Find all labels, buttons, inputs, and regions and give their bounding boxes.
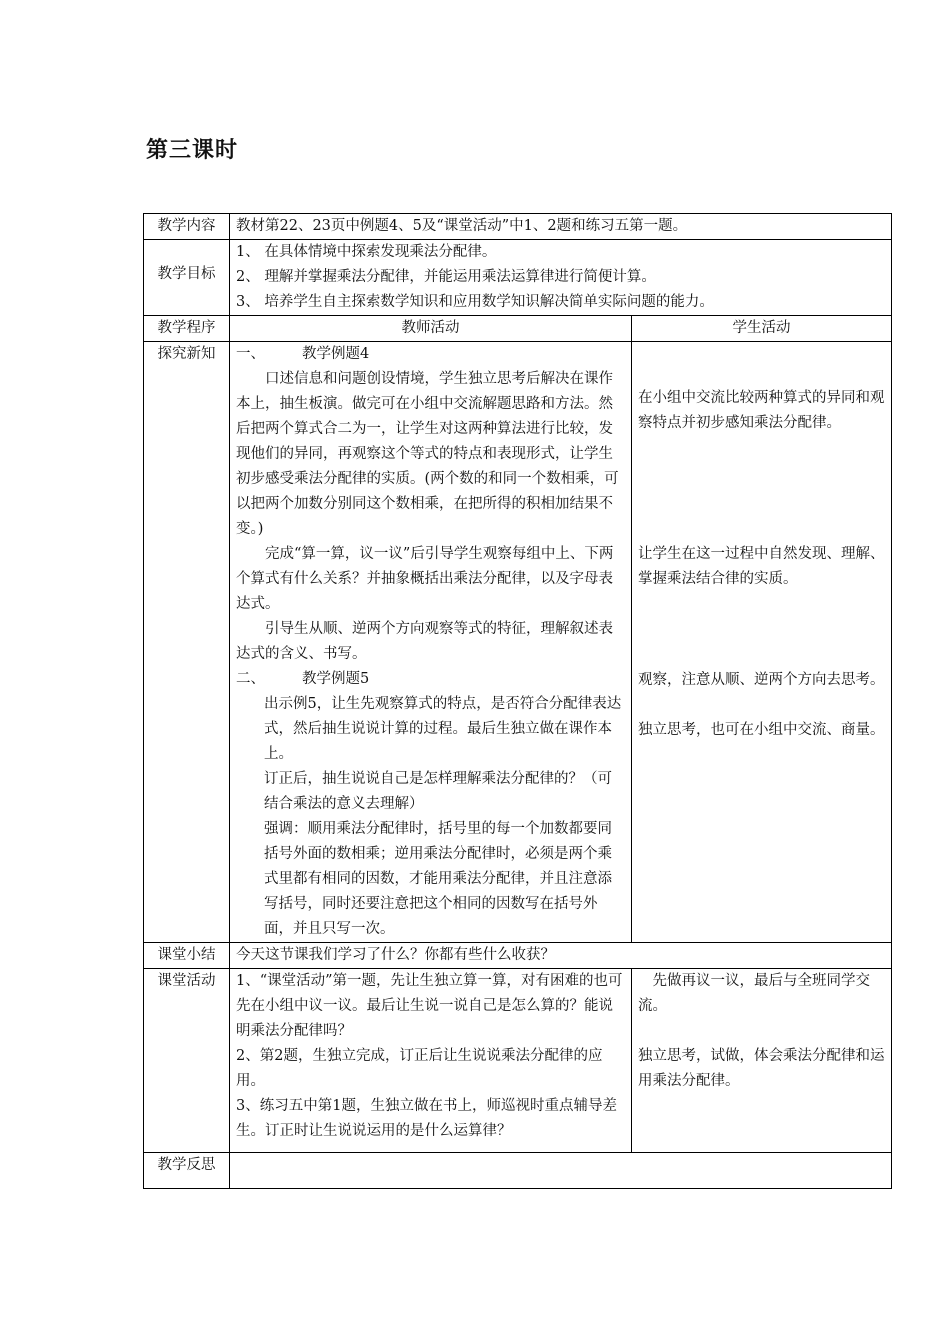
teacher-paragraph: 强调：顺用乘法分配律时，括号里的每一个加数都要同括号外面的数相乘；逆用乘法分配律时，必须是两个乘式里都有相同的因数，才能用乘法分配律，并且注意添写括号，同时还要注意把这个相同的因数写在括号外面，并且只写一次。: [264, 821, 612, 937]
row-explore: [144, 342, 892, 943]
label-summary: 课堂小结: [144, 943, 230, 969]
label-explore: 探究新知: [144, 342, 230, 943]
row-reflection: [144, 1153, 892, 1189]
header-teacher: 教师活动: [230, 316, 632, 342]
row-header: [144, 316, 892, 342]
label-reflection: 教学反思: [144, 1153, 230, 1189]
explore-teacher: [230, 342, 632, 943]
student-note: 在小组中交流比较两种算式的异同和观察特点并初步感知乘法分配律。: [638, 390, 885, 431]
content-text: 教材第22、23页中例题4、5及“课堂活动”中1、2题和练习五第一题。: [230, 214, 892, 240]
explore-student: [632, 342, 892, 943]
row-content: [144, 214, 892, 240]
label-activity: 课堂活动: [144, 969, 230, 1153]
teacher-paragraph: 完成“算一算，议一议”后引导学生观察每组中上、下两个算式有什么关系？并抽象概括出乘法分配律，以及字母表达式。: [236, 546, 614, 612]
teacher-paragraph: 引导生从顺、逆两个方向观察等式的特征，理解叙述表达式的含义、书写。: [236, 621, 613, 662]
section-number: 二、: [236, 671, 265, 687]
activity-student: [632, 969, 892, 1153]
teacher-paragraph: 订正后，抽生说说自己是怎样理解乘法分配律的？（可结合乘法的意义去理解）: [264, 771, 612, 812]
activity-teacher: [230, 969, 632, 1153]
section-heading: [236, 667, 625, 692]
header-student: 学生活动: [632, 316, 892, 342]
row-summary: [144, 943, 892, 969]
student-note: 独立思考，试做，体会乘法分配律和运用乘法分配律。: [638, 1048, 885, 1089]
section-title: 教学例题5: [302, 671, 370, 687]
section-number: 一、: [236, 346, 265, 362]
activity-item: 3、练习五中第1题，生独立做在书上，师巡视时重点辅导差生。订正时让生说说运用的是什么运算律？: [236, 1098, 617, 1139]
student-note: 先做再议一议，最后与全班同学交流。: [638, 973, 870, 1014]
activity-item: 1、“课堂活动”第一题，先让生独立算一算，对有困难的也可先在小组中议一议。最后让生说一说自己是怎么算的？能说明乘法分配律吗？: [236, 973, 623, 1039]
row-activity: [144, 969, 892, 1153]
goal-item: 1、 在具体情境中探索发现乘法分配律。: [236, 244, 497, 260]
lesson-plan-table: [143, 213, 892, 1189]
section-title: 教学例题4: [302, 346, 370, 362]
label-goals: [144, 240, 230, 316]
section-heading: [236, 342, 625, 367]
reflection-text: [230, 1153, 892, 1189]
teacher-paragraph: 出示例5，让生先观察算式的特点，是否符合分配律表达式，然后抽生说说计算的过程。最后生独立做在课作本上。: [264, 696, 622, 762]
label-procedure: 教学程序: [144, 316, 230, 342]
section-body: [236, 692, 625, 942]
teacher-paragraph: 口述信息和问题创设情境，学生独立思考后解决在课作本上，抽生板演。做完可在小组中交流解题思路和方法。然后把两个算式合二为一，让学生对这两种算法进行比较，发现他们的异同，再观察这个等式的特点和表现形式，让学生初步感受乘法分配律的实质。(两个数的和同一个数相乘，可以把两个加数分别同这个数相乘，在把所得的积相加结果不变。): [236, 371, 619, 537]
student-note: 观察，注意从顺、逆两个方向去思考。: [638, 672, 885, 688]
goal-item: 3、 培养学生自主探索数学知识和应用数学知识解决简单实际问题的能力。: [236, 294, 714, 310]
label-content: 教学内容: [144, 214, 230, 240]
label-goals-text: 教学目标: [157, 266, 216, 282]
student-note: 让学生在这一过程中自然发现、理解、掌握乘法结合律的实质。: [638, 546, 885, 587]
student-note: 独立思考，也可在小组中交流、商量。: [638, 722, 885, 738]
page-title: 第三课时: [146, 138, 239, 163]
summary-text: 今天这节课我们学习了什么？你都有些什么收获？: [230, 943, 892, 969]
goals-list: [230, 240, 892, 316]
goal-item: 2、 理解并掌握乘法分配律，并能运用乘法运算律进行简便计算。: [236, 269, 656, 285]
activity-item: 2、第2题，生独立完成，订正后让生说说乘法分配律的应用。: [236, 1048, 603, 1089]
row-goals: [144, 240, 892, 316]
